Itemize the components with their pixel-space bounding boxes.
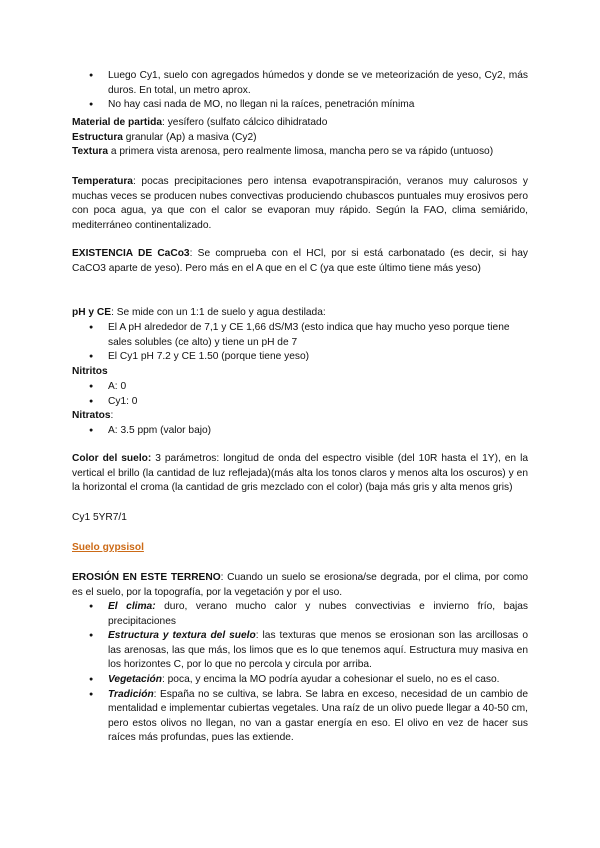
list-item: ● No hay casi nada de MO, no llegan ni la raíces, penetración mínima	[72, 98, 528, 113]
estructura-text: granular (Ap) a masiva (Cy2)	[122, 132, 257, 143]
erosion-item-label: El clima:	[108, 601, 156, 612]
list-item: ● El A pH alrededor de 7,1 y CE 1,66 dS/M3 (esto indica que hay mucho yeso porque tiene sales solubles (ce alto) y tiene un pH de 7	[72, 321, 528, 350]
textura-label: Textura	[72, 146, 109, 157]
existencia-paragraph	[72, 247, 528, 276]
ph-label: pH y CE	[72, 307, 112, 318]
nitratos-colon: :	[110, 410, 114, 421]
textura-paragraph	[72, 145, 528, 160]
list-item	[72, 688, 528, 746]
ph-list	[72, 321, 528, 365]
color-paragraph	[72, 452, 528, 496]
nitritos-list	[72, 380, 528, 409]
erosion-item-text: : poca, y encima la MO podría ayudar a cohesionar el suelo, no es el caso.	[161, 673, 500, 685]
section-title-link[interactable]: Suelo gypsisol	[72, 542, 144, 553]
nitratos-list	[72, 424, 528, 439]
nitratos-line	[72, 409, 528, 424]
list-item: ● Cy1: 0	[72, 395, 528, 410]
erosion-list	[72, 600, 528, 746]
list-item: ● Luego Cy1, suelo con agregados húmedos y donde se ve meteorización de yeso, Cy2, más duros. En total, un metro aprox.	[72, 69, 528, 98]
erosion-paragraph	[72, 571, 528, 600]
nitratos-label: Nitratos	[72, 410, 111, 421]
list-item	[72, 600, 528, 629]
list-item: ● A: 0	[72, 380, 528, 395]
list-item	[72, 629, 528, 673]
erosion-item-label: Estructura y textura del suelo	[108, 630, 256, 642]
temperatura-paragraph	[72, 175, 528, 233]
material-line	[72, 116, 528, 131]
temperatura-text: : pocas precipitaciones pero intensa evapotranspiración, veranos muy calurosos y muchas veces se producen nubes convectivas produciendo chubascos puntuales muy erosivos pero con poca agua, ya que con el calor se evaporan muy rápido. Según la FAO, clima semiárido, mediterráneo continentalizado.	[72, 176, 528, 231]
intro-bullet-list	[72, 69, 528, 113]
section-title	[72, 541, 528, 556]
material-text: : yesífero (sulfato cálcico dihidratado	[162, 117, 328, 128]
estructura-label: Estructura	[72, 132, 123, 143]
existencia-label: EXISTENCIA DE CaCo3	[72, 248, 190, 259]
existencia-text: : Se comprueba con el HCl, por si está carbonatado (es decir, si hay CaCO3 aparte de yeso). Pero más en el A que en el C (ya que este último tiene más yeso)	[72, 248, 529, 274]
color-value: Cy1 5YR7/1	[72, 512, 127, 523]
estructura-line	[72, 131, 528, 146]
ph-line	[72, 306, 528, 321]
nitritos-label: Nitritos	[72, 366, 108, 377]
textura-text: a primera vista arenosa, pero realmente limosa, mancha pero se va rápido (untuoso)	[108, 146, 494, 157]
erosion-label: EROSIÓN EN ESTE TERRENO	[72, 572, 221, 583]
erosion-item-text: duro, verano mucho calor y nubes convectivias e invierno frío, bajas precipitaciones	[108, 601, 529, 627]
color-text: 3 parámetros: longitud de onda del espectro visible (del 10R hasta el 1Y), en la vertical el brillo (la cantidad de luz reflejada)(más alta los tonos claros y menos alta los oscuros) y en la horizontal el croma (la cantidad de gris mezclado con el color) (baja más gris y alta menos gris)	[72, 453, 528, 494]
list-item: ● A: 3.5 ppm (valor bajo)	[72, 424, 528, 439]
ph-text: : Se mide con un 1:1 de suelo y agua destilada:	[111, 307, 326, 318]
list-item	[72, 673, 528, 688]
erosion-item-text: : las texturas que menos se erosionan son las arcillosas o las arenosas, las que más, los limos que es lo que tenemos aquí. Estructura muy masiva en los horizontes C, por lo que no percola y circula por arriba.	[108, 630, 528, 671]
color-label: Color del suelo:	[72, 453, 152, 464]
material-label: Material de partida	[72, 117, 163, 128]
erosion-item-label: Tradición	[108, 688, 154, 700]
list-item: ● El Cy1 pH 7.2 y CE 1.50 (porque tiene yeso)	[72, 350, 528, 365]
erosion-item-text: : España no se cultiva, se labra. Se labra en exceso, necesidad de un cambio de mentalidad e implementar cubiertas vegetales. Una raíz de un olivo puede llegar a 40-50 cm, pero estos olivos no llegan, no van a gastar energía en eso. El olivo en vez de hacer sus raíces más profundas, pues las extiende.	[108, 688, 528, 744]
erosion-text: : Cuando un suelo se erosiona/se degrada, por el clima, por como es el suelo, por la topografía, por la vegetación y por el uso.	[72, 572, 529, 598]
temperatura-label: Temperatura	[72, 176, 133, 187]
erosion-item-label: Vegetación	[108, 673, 162, 685]
